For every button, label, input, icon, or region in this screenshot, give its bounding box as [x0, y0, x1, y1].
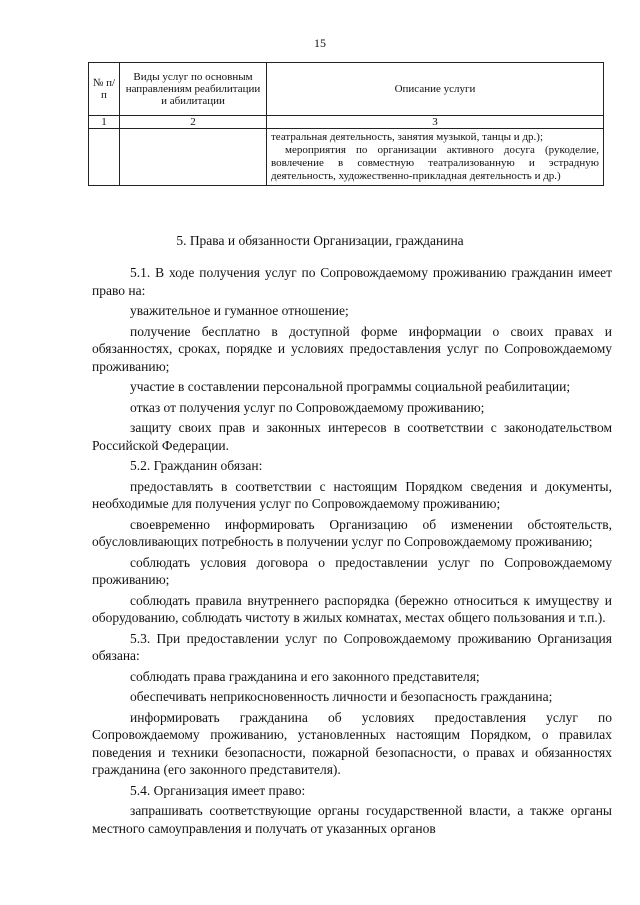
column-number-2: 2	[120, 116, 267, 129]
page-number: 15	[314, 36, 326, 50]
description-line: театральная деятельность, занятия музыкой, танцы и др.);	[271, 131, 544, 143]
section-body	[92, 264, 612, 840]
paragraph: 5.1. В ходе получения услуг по Сопровождаемому проживанию гражданин имеет право на:	[92, 265, 612, 298]
paragraph: участие в составлении персональной программы социальной реабилитации;	[130, 379, 571, 394]
row-type-cell	[120, 129, 267, 186]
paragraph: 5.3. При предоставлении услуг по Сопровождаемому проживанию Организация обязана:	[92, 630, 612, 663]
paragraph: отказ от получения услуг по Сопровождаемому проживанию;	[130, 399, 485, 415]
header-description: Описание услуги	[267, 63, 604, 116]
header-number: № п/п	[89, 63, 120, 116]
paragraph: защиту своих прав и законных интересов в соответствии с законодательством Российской Федерации.	[92, 420, 612, 453]
paragraph: уважительное и гуманное отношение;	[130, 303, 349, 318]
paragraph: получение бесплатно в доступной форме информации о своих правах и обязанностях, сроках, порядке и условиях предоставления услуг по Сопровождаемому проживанию;	[92, 323, 612, 374]
services-table	[88, 62, 604, 186]
paragraph: своевременно информировать Организацию об изменении обстоятельств, обусловливающих потребность в получении услуг по Сопровождаемому проживанию;	[92, 516, 612, 549]
column-number-1: 1	[89, 116, 120, 129]
paragraph: информировать гражданина об условиях предоставления услуг по Сопровождаемому проживанию, установленных настоящим Порядком, о правилах поведения и техники безопасности, пожарной безопасности, о правах и обязанностях гражданина (его законного представителя).	[92, 709, 612, 777]
header-service-types: Виды услуг по основным направлениям реабилитации и абилитации	[120, 63, 267, 116]
paragraph: обеспечивать неприкосновенность личности и безопасность гражданина;	[130, 689, 553, 704]
paragraph: соблюдать правила внутреннего распорядка (бережно относиться к имуществу и оборудованию, соблюдать чистоту в жилых комнатах, местах общего пользования и т.п.).	[92, 592, 612, 625]
paragraph: запрашивать соответствующие органы государственной власти, а также органы местного самоуправления и получать от указанных органов	[92, 803, 612, 836]
paragraph: соблюдать условия договора о предоставлении услуг по Сопровождаемому проживанию;	[92, 554, 612, 587]
column-number-3: 3	[267, 116, 604, 129]
description-line: мероприятия по организации активного досуга (рукоделие, вовлечение в совместную театрализованную и эстрадную деятельность, художественно-прикладная деятельность и др.)	[271, 144, 599, 182]
row-number-cell	[89, 129, 120, 186]
paragraph: 5.2. Гражданин обязан:	[130, 458, 263, 473]
paragraph: соблюдать права гражданина и его законного представителя;	[130, 668, 480, 684]
table-row	[89, 129, 604, 186]
table-column-numbers-row	[89, 116, 604, 129]
paragraph: предоставлять в соответствии с настоящим Порядком сведения и документы, необходимые для получения услуг по Сопровождаемому проживанию;	[92, 478, 612, 511]
paragraph: 5.4. Организация имеет право:	[130, 782, 306, 798]
table-header-row	[89, 63, 604, 116]
row-description-cell	[267, 129, 604, 186]
section-title: 5. Права и обязанности Организации, гражданина	[176, 233, 464, 248]
